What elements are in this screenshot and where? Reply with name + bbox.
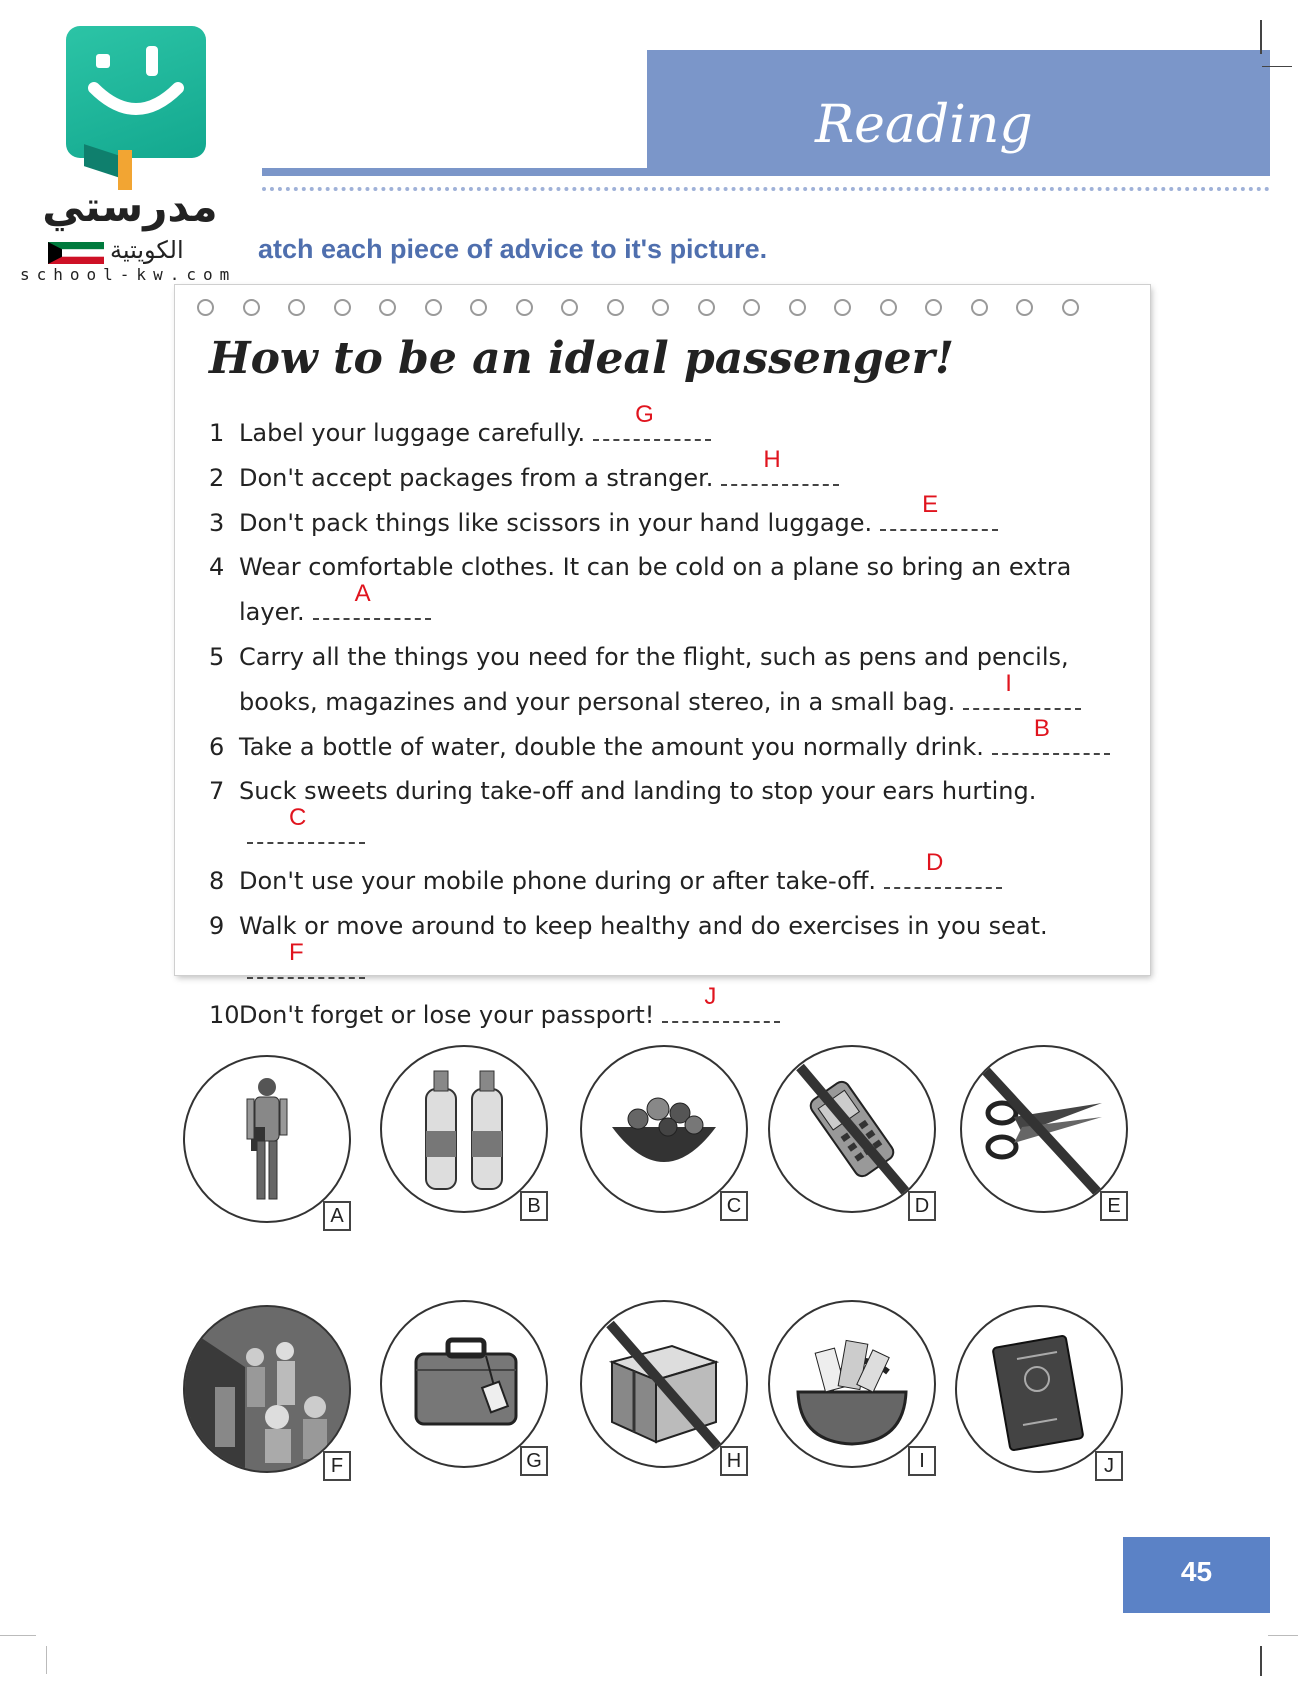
ring-icon: [1062, 299, 1079, 316]
item-number: 3: [209, 508, 225, 537]
picture-label: G: [520, 1446, 548, 1476]
picture-circle: [768, 1045, 936, 1213]
advice-item: [209, 714, 1129, 770]
answer-blank[interactable]: [247, 804, 365, 844]
logo-url: school-kw.com: [20, 265, 237, 284]
ring-icon: [379, 299, 396, 316]
ring-icon: [1016, 299, 1033, 316]
picture-label: C: [720, 1191, 748, 1221]
answer-letter: E: [922, 490, 939, 518]
picture-label: I: [908, 1446, 936, 1476]
logo-icon: [66, 26, 206, 158]
ring-icon: [470, 299, 487, 316]
crop-mark: [1268, 1635, 1298, 1636]
ring-icon: [334, 299, 351, 316]
page-number: 45: [1180, 1556, 1213, 1587]
picture-circle: [580, 1300, 748, 1468]
answer-blank[interactable]: [721, 445, 839, 486]
item-text: Suck sweets during take-off and landing to stop your ears hurting.: [239, 777, 1037, 806]
ring-icon: [516, 299, 533, 316]
ring-icon: [743, 299, 760, 316]
picture-a: [183, 1055, 351, 1227]
answer-blank[interactable]: [963, 669, 1081, 710]
notepad: [175, 285, 1150, 1030]
picture-label: F: [323, 1451, 351, 1481]
picture-j: [955, 1305, 1123, 1477]
crop-mark: [46, 1646, 47, 1674]
picture-label: D: [908, 1191, 936, 1221]
item-number: 5: [209, 642, 225, 671]
answer-letter: I: [1005, 669, 1012, 697]
picture-circle: [380, 1300, 548, 1468]
ring-icon: [607, 299, 624, 316]
item-number: 2: [209, 463, 225, 492]
ring-icon: [197, 299, 214, 316]
water-bottles-icon: [382, 1047, 546, 1211]
ring-icon: [652, 299, 669, 316]
advice-list: [209, 401, 1129, 1038]
advice-item: [209, 490, 1129, 546]
picture-c: [580, 1045, 748, 1217]
item-text: Take a bottle of water, double the amount you normally drink.: [239, 732, 984, 761]
advice-item: [209, 848, 1129, 904]
labelled-suitcase-icon: [382, 1302, 546, 1466]
logo-arabic-sub: الكويتية: [110, 236, 184, 264]
picture-e: [960, 1045, 1128, 1217]
crop-mark: [1260, 20, 1262, 54]
advice-item: [209, 983, 1129, 1038]
advice-item: [209, 635, 1129, 725]
passengers-walking-icon: [185, 1307, 349, 1471]
ring-icon: [561, 299, 578, 316]
answer-letter: D: [926, 848, 944, 876]
logo-arabic-name: مدرستي: [42, 182, 218, 231]
advice-item: [209, 401, 1129, 456]
no-package-icon: [582, 1302, 746, 1466]
notepad-rings: [197, 299, 1079, 316]
answer-blank[interactable]: [247, 938, 365, 979]
picture-h: [580, 1300, 748, 1472]
item-text: Wear comfortable clothes. It can be cold on a plane so bring an extra layer.: [239, 553, 1072, 627]
picture-d: [768, 1045, 936, 1217]
picture-b: [380, 1045, 548, 1217]
picture-circle: [183, 1055, 351, 1223]
ring-icon: [925, 299, 942, 316]
answer-blank[interactable]: [880, 490, 998, 531]
advice-item: [209, 445, 1129, 501]
crop-mark: [1260, 1646, 1262, 1676]
item-number: 10: [209, 1001, 240, 1030]
ring-icon: [971, 299, 988, 316]
item-number: 4: [209, 553, 225, 582]
picture-circle: [768, 1300, 936, 1468]
item-number: 8: [209, 866, 225, 895]
picture-i: [768, 1300, 936, 1472]
item-number: 7: [209, 777, 225, 806]
answer-letter: A: [354, 580, 371, 608]
ring-icon: [288, 299, 305, 316]
picture-f: [183, 1305, 351, 1477]
item-text: Walk or move around to keep healthy and do exercises in you seat.: [239, 911, 1048, 940]
picture-label: B: [520, 1191, 548, 1221]
item-number: 1: [209, 419, 225, 447]
item-number: 9: [209, 911, 225, 940]
small-bag-icon: [770, 1302, 934, 1466]
item-text: Carry all the things you need for the flight, such as pens and pencils, books, magazines and your personal stereo, in a small bag.: [239, 642, 1069, 716]
person-icon: [185, 1057, 349, 1221]
picture-label: J: [1095, 1451, 1123, 1481]
picture-label: E: [1100, 1191, 1128, 1221]
ring-icon: [243, 299, 260, 316]
section-title: Reading: [815, 95, 1033, 155]
answer-letter: G: [635, 401, 654, 428]
ring-icon: [698, 299, 715, 316]
item-number: 6: [209, 732, 225, 761]
picture-circle: [380, 1045, 548, 1213]
picture-label: A: [323, 1201, 351, 1231]
dotted-divider: [262, 187, 1270, 191]
kuwait-flag-icon: [48, 242, 104, 264]
ring-icon: [880, 299, 897, 316]
instruction-text: atch each piece of advice to it's picture.: [258, 234, 768, 264]
picture-circle: [580, 1045, 748, 1213]
picture-g: [380, 1300, 548, 1472]
ring-icon: [834, 299, 851, 316]
answer-blank[interactable]: [593, 401, 711, 441]
passport-icon: [957, 1307, 1121, 1471]
answer-letter: H: [763, 445, 781, 473]
ring-icon: [425, 299, 442, 316]
answer-letter: J: [704, 983, 717, 1011]
notepad-title: How to be an ideal passenger!: [209, 333, 955, 384]
picture-circle: [955, 1305, 1123, 1473]
picture-circle: [183, 1305, 351, 1473]
advice-item: [209, 545, 1129, 635]
crop-mark: [1262, 66, 1292, 67]
advice-item: [209, 904, 1129, 994]
header-band-line: [262, 168, 1270, 176]
answer-letter: C: [289, 804, 307, 832]
item-text: Don't accept packages from a stranger.: [239, 463, 714, 492]
no-scissors-icon: [962, 1047, 1126, 1211]
item-text: Don't forget or lose your passport!: [239, 1001, 655, 1030]
picture-label: H: [720, 1446, 748, 1476]
answer-blank[interactable]: [313, 580, 431, 620]
answer-letter: B: [1033, 714, 1050, 742]
item-text: Don't use your mobile phone during or after take-off.: [239, 866, 876, 895]
no-mobile-phone-icon: [770, 1047, 934, 1211]
answer-blank[interactable]: [992, 714, 1110, 755]
answer-blank[interactable]: [884, 848, 1002, 889]
crop-mark: [0, 1635, 36, 1636]
ring-icon: [789, 299, 806, 316]
picture-circle: [960, 1045, 1128, 1213]
advice-item: [209, 769, 1129, 859]
sweets-bowl-icon: [582, 1047, 746, 1211]
answer-blank[interactable]: [662, 983, 780, 1023]
answer-letter: F: [289, 938, 304, 966]
item-text: Don't pack things like scissors in your hand luggage.: [239, 508, 873, 537]
item-text: Label your luggage carefully.: [239, 419, 586, 447]
